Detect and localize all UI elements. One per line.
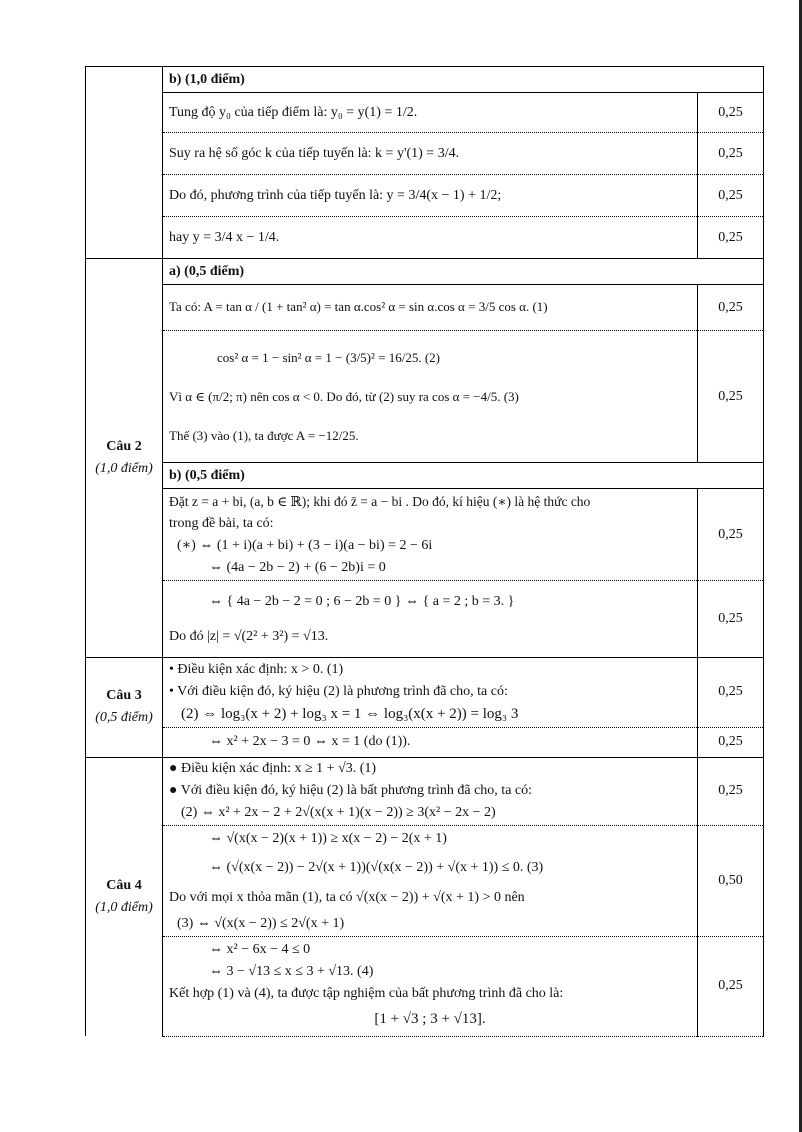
q4-line-3: (2) ⇔ x² + 2x − 2 + 2√(x(x + 1)(x − 2)) ≥ 3(x² − 2x − 2): [181, 805, 496, 820]
q4-line-2: ● Với điều kiện đó, ký hiệu (2) là bất phương trình đã cho, ta có:: [169, 783, 533, 798]
q1-part-b-heading: b) (1,0 điểm): [163, 67, 764, 93]
q2-score-3: 0,25: [698, 489, 764, 581]
q2-b-line-2: trong đề bài, ta có:: [169, 515, 274, 531]
q2-a-row-2: [163, 331, 698, 463]
q3-points: (0,5 điểm): [95, 710, 153, 725]
q2-b-line-6: Do đó |z| = √(2² + 3²) = √13.: [169, 628, 329, 644]
q4-title: Câu 4: [106, 877, 142, 893]
q4-row-1: [163, 757, 698, 825]
q2-title: Câu 2: [106, 438, 142, 454]
q2-a-row-1: Ta có: A = tan α / (1 + tan² α) = tan α.cos² α = sin α.cos α = 3/5 cos α. (1): [163, 285, 698, 331]
q2-b-row-2: [163, 581, 698, 657]
q2-a-line-2: cos² α = 1 − sin² α = 1 − (3/5)² = 16/25. (2): [217, 349, 441, 365]
q3-row-1: [163, 657, 698, 727]
q4-row-3: [163, 936, 698, 1036]
q2-score-2: 0,25: [698, 331, 764, 463]
q2-part-a-heading: a) (0,5 điểm): [163, 259, 764, 285]
q2-score-4: 0,25: [698, 581, 764, 657]
q4-line-6: Do với mọi x thỏa mãn (1), ta có √(x(x − 2)) + √(x + 1) > 0 nên: [169, 889, 525, 905]
q3-label-cell: [86, 657, 163, 757]
q1-score-1: 0,25: [698, 93, 764, 133]
q4-points: (1,0 điểm): [95, 899, 153, 915]
q2-score-1: 0,25: [698, 285, 764, 331]
q2-points: (1,0 điểm): [95, 460, 153, 476]
q4-score-2: 0,50: [698, 825, 764, 936]
q4-line-7: (3) ⇔ √(x(x − 2)) ≤ 2√(x + 1): [177, 915, 345, 931]
q2-a-line-4: Thế (3) vào (1), ta được A = −12/25.: [169, 427, 359, 443]
q3-score-2: 0,25: [698, 727, 764, 757]
q4-score-1: 0,25: [698, 757, 764, 825]
q1-row-3: Do đó, phương trình của tiếp tuyến là: y = 3/4(x − 1) + 1/2;: [163, 175, 698, 217]
q3-line-1: • Điều kiện xác định: x > 0. (1): [169, 662, 344, 677]
q1-row-1: Tung độ y₀ của tiếp điểm là: y₀ = y(1) = 1/2.: [163, 93, 698, 133]
q3-line-2: • Với điều kiện đó, ký hiệu (2) là phương trình đã cho, ta có:: [169, 684, 508, 699]
q4-line-4: ⇔ √(x(x − 2)(x + 1)) ≥ x(x − 2) − 2(x + 1): [209, 830, 447, 846]
q4-line-8: ⇔ x² − 6x − 4 ≤ 0: [209, 942, 311, 957]
answer-key-table: [85, 66, 764, 1037]
q2-a-line-3: Vì α ∈ (π/2; π) nên cos α < 0. Do đó, từ (2) suy ra cos α = −4/5. (3): [169, 388, 519, 404]
q1-score-4: 0,25: [698, 217, 764, 259]
q1-row-2: Suy ra hệ số góc k của tiếp tuyến là: k = y'(1) = 3/4.: [163, 133, 698, 175]
q4-line-5: ⇔ (√(x(x − 2)) − 2√(x + 1))(√(x(x − 2)) + √(x + 1)) ≤ 0. (3): [209, 859, 544, 875]
q4-row-2: [163, 825, 698, 936]
q4-score-3: 0,25: [698, 936, 764, 1036]
q2-b-row-1: [163, 489, 698, 581]
q1-row-4: hay y = 3/4 x − 1/4.: [163, 217, 698, 259]
q4-line-9: ⇔ 3 − √13 ≤ x ≤ 3 + √13. (4): [209, 964, 374, 979]
q1-label-cell: [86, 67, 163, 259]
q2-b-line-5: ⇔ { 4a − 2b − 2 = 0 ; 6 − 2b = 0 } ⇔ { a = 2 ; b = 3. }: [209, 593, 515, 609]
q2-b-line-3: (∗) ⇔ (1 + i)(a + bi) + (3 − i)(a − bi) = 2 − 6i: [177, 537, 433, 553]
q2-b-line-1: Đặt z = a + bi, (a, b ∈ ℝ); khi đó z̄ = a − bi . Do đó, kí hiệu (∗) là hệ thức cho: [169, 493, 591, 509]
q3-row-2: ⇔ x² + 2x − 3 = 0 ⇔ x = 1 (do (1)).: [163, 727, 698, 757]
q4-label-cell: [86, 757, 163, 1036]
q1-score-3: 0,25: [698, 175, 764, 217]
q2-label-cell: [86, 259, 163, 658]
q4-line-11: [1 + √3 ; 3 + √13].: [374, 1011, 486, 1027]
q4-line-10: Kết hợp (1) và (4), ta được tập nghiệm của bất phương trình đã cho là:: [169, 986, 564, 1001]
q3-score-1: 0,25: [698, 657, 764, 727]
q3-title: Câu 3: [106, 688, 142, 703]
q2-b-line-4: ⇔ (4a − 2b − 2) + (6 − 2b)i = 0: [209, 559, 386, 575]
q3-line-3: (2) ⇔ log₃(x + 2) + log₃ x = 1 ⇔ log₃(x(x + 2)) = log₃ 3: [181, 706, 519, 722]
q2-part-b-heading: b) (0,5 điểm): [163, 463, 764, 489]
q4-line-1: ● Điều kiện xác định: x ≥ 1 + √3. (1): [169, 761, 377, 776]
q1-score-2: 0,25: [698, 133, 764, 175]
